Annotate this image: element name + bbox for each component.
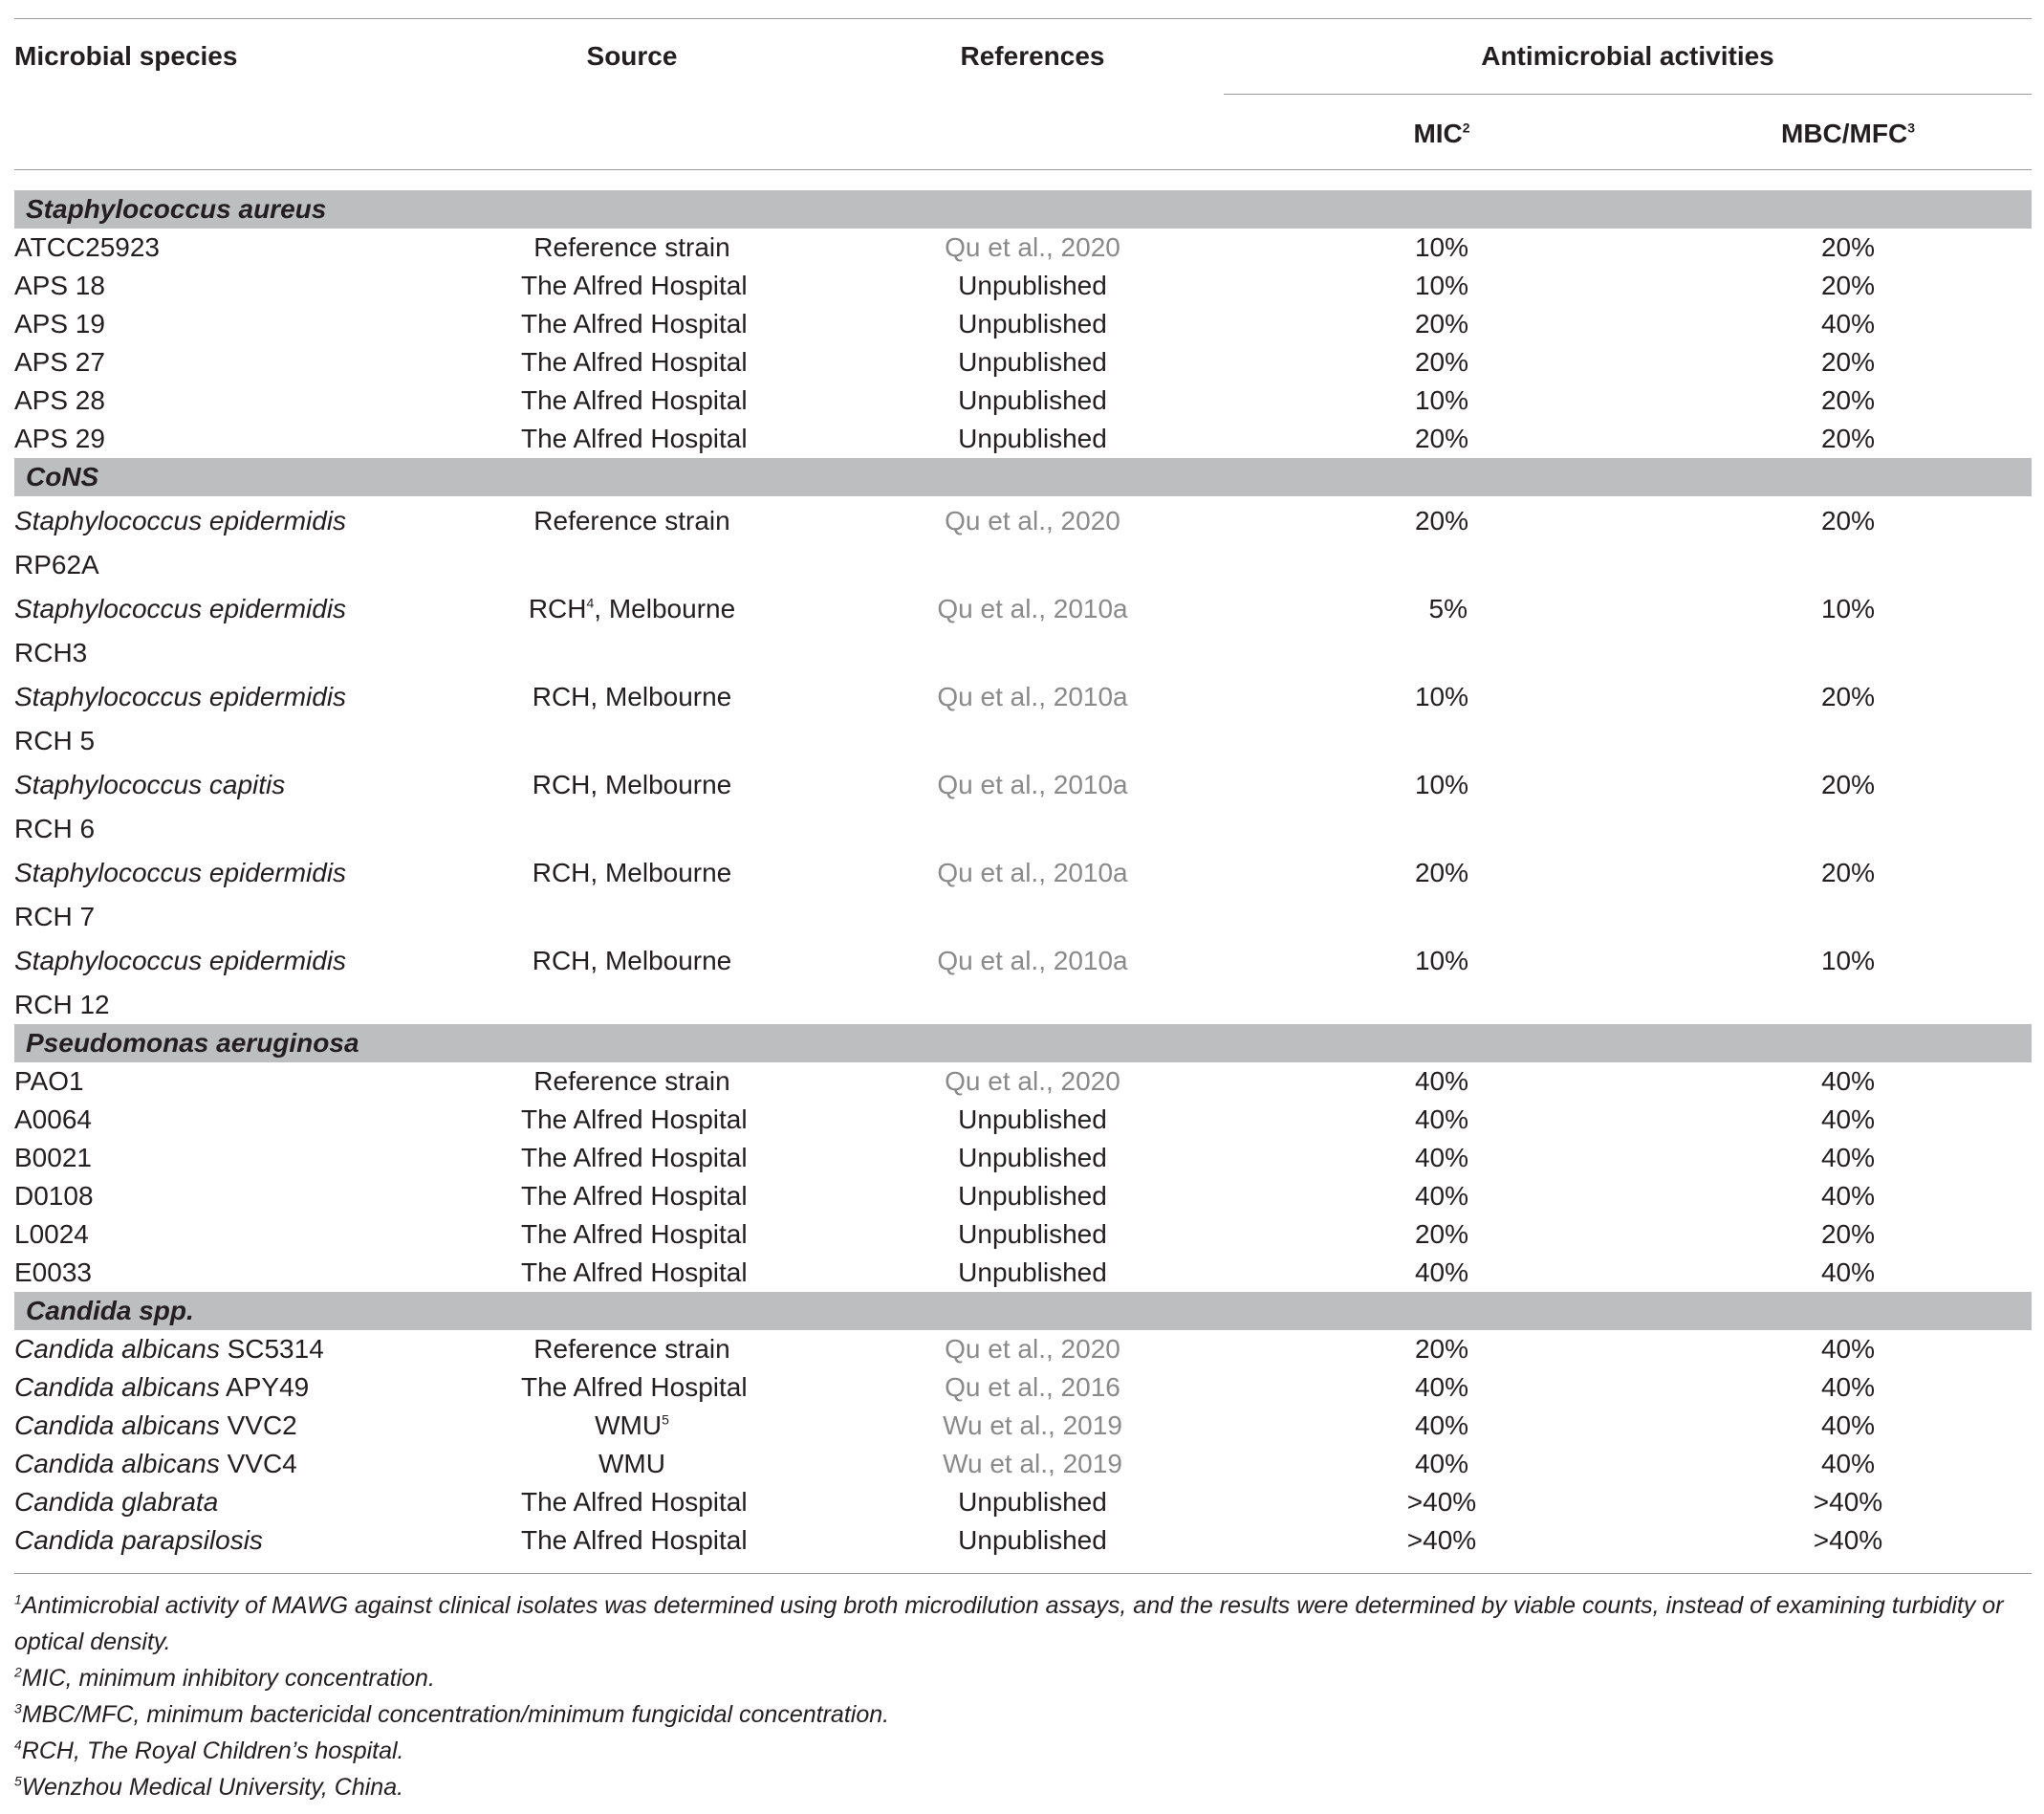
mic-cell: 40% <box>1414 1449 1469 1478</box>
footnote-2: $^2$MIC, minimum inhibitory concentration. <box>14 1664 435 1692</box>
species-cell: B0021 <box>14 1143 92 1172</box>
species-cell: APS 28 <box>14 385 105 415</box>
reference-cell: Unpublished <box>958 385 1107 415</box>
source-cell: The Alfred Hospital <box>521 271 748 300</box>
mic-cell: 20% <box>1414 424 1469 453</box>
table-row-continuation <box>14 986 2032 1024</box>
mic-cell: 10% <box>1414 770 1469 799</box>
mic-cell: >40% <box>1406 1487 1477 1517</box>
mic-cell: 20% <box>1414 347 1469 377</box>
table-row <box>14 1521 2032 1560</box>
reference-cell: Unpublished <box>958 1487 1107 1517</box>
reference-cell: Unpublished <box>958 309 1107 339</box>
source-cell: The Alfred Hospital <box>521 1181 748 1211</box>
reference-cell: Unpublished <box>958 271 1107 300</box>
species-cell: APS 19 <box>14 309 105 339</box>
footnote-4: $^4$RCH, The Royal Children’s hospital. <box>14 1737 404 1764</box>
species-cell: ATCC25923 <box>14 232 161 262</box>
reference-cell: Wu et al., 2019 <box>943 1410 1122 1440</box>
species-cell: Candida glabrata <box>14 1487 219 1517</box>
table-row <box>14 420 2032 458</box>
mbc-cell: 20% <box>1820 682 1876 711</box>
source-cell: The Alfred Hospital <box>521 1372 748 1402</box>
mbc-cell: 40% <box>1820 1257 1876 1287</box>
mic-cell: 10% <box>1414 682 1469 711</box>
mic-cell: 40% <box>1414 1143 1469 1172</box>
species-cell: Staphylococcus epidermidis <box>14 594 347 623</box>
strain-cell: RCH 5 <box>14 726 96 755</box>
mbc-cell: 40% <box>1820 1410 1876 1440</box>
data-table <box>14 190 2032 1560</box>
reference-cell: Qu et al., 2020 <box>945 1066 1120 1096</box>
reference-cell: Wu et al., 2019 <box>943 1449 1122 1478</box>
source-cell: The Alfred Hospital <box>521 1143 748 1172</box>
reference-cell: Unpublished <box>958 424 1107 453</box>
mic-cell: 40% <box>1414 1066 1469 1096</box>
mbc-cell: 10% <box>1820 594 1876 623</box>
species-cell: Candida parapsilosis <box>14 1525 263 1555</box>
group-label: Staphylococcus aureus <box>14 190 2032 229</box>
mbc-cell: 20% <box>1820 1219 1876 1249</box>
reference-cell: Qu et al., 2010a <box>937 858 1128 887</box>
footnote-1: $^1$Antimicrobial activity of MAWG against clinical isolates was determined using broth microdilution assays, and the results were determined by viable counts, instead of examining turbidity or optical density. <box>14 1591 2004 1655</box>
reference-cell: Unpublished <box>958 1525 1107 1555</box>
group-label: Pseudomonas aeruginosa <box>14 1024 2032 1062</box>
mic-cell: 20% <box>1414 506 1469 535</box>
table-row <box>14 1368 2032 1407</box>
strain-cell: RCH3 <box>14 638 88 667</box>
reference-cell: Qu et al., 2010a <box>937 682 1128 711</box>
mbc-cell: 20% <box>1820 271 1876 300</box>
mic-cell: 10% <box>1414 271 1469 300</box>
species-cell: Staphylococcus epidermidis <box>14 506 347 535</box>
mic-cell: 20% <box>1414 858 1469 887</box>
mbc-cell: 20% <box>1820 347 1876 377</box>
table-row <box>14 584 2032 634</box>
table-row <box>14 1483 2032 1521</box>
table-row <box>14 936 2032 986</box>
reference-cell: Qu et al., 2016 <box>945 1372 1120 1402</box>
mbc-cell: 40% <box>1820 1334 1876 1364</box>
source-cell: RCH, Melbourne <box>532 946 732 975</box>
table-row-continuation <box>14 634 2032 672</box>
source-cell: The Alfred Hospital <box>521 1257 748 1287</box>
species-cell: Candida albicans APY49 <box>14 1372 310 1402</box>
reference-cell: Unpublished <box>958 1181 1107 1211</box>
table-bottom-rule <box>14 1573 2032 1574</box>
species-cell: Staphylococcus epidermidis <box>14 682 347 711</box>
table-row <box>14 760 2032 810</box>
header-mbc-mfc: MBC/MFC$^3$ <box>1781 119 1915 148</box>
group-label: CoNS <box>14 458 2032 496</box>
mic-cell: 40% <box>1414 1372 1469 1402</box>
mbc-cell: 20% <box>1820 232 1876 262</box>
footnote-3: $^3$MBC/MFC, minimum bactericidal concentration/minimum fungicidal concentration. <box>14 1700 890 1728</box>
strain-cell: RCH 7 <box>14 902 96 931</box>
mic-cell: 20% <box>1414 1219 1469 1249</box>
mic-cell: 5% <box>1428 594 1468 623</box>
species-cell: Staphylococcus epidermidis <box>14 946 347 975</box>
activities-rule <box>1224 94 2032 95</box>
species-cell: Candida albicans VVC4 <box>14 1449 297 1478</box>
table-row <box>14 672 2032 722</box>
table-row <box>14 1101 2032 1139</box>
mic-cell: 40% <box>1414 1181 1469 1211</box>
source-cell: The Alfred Hospital <box>521 1525 748 1555</box>
mic-cell: 20% <box>1414 1334 1469 1364</box>
table-row <box>14 1177 2032 1215</box>
species-cell: D0108 <box>14 1181 94 1211</box>
table-row <box>14 1445 2032 1483</box>
strain-cell: RCH 12 <box>14 990 110 1019</box>
table-row <box>14 382 2032 420</box>
reference-cell: Qu et al., 2020 <box>945 1334 1120 1364</box>
species-cell: Candida albicans SC5314 <box>14 1334 324 1364</box>
reference-cell: Qu et al., 2020 <box>945 232 1120 262</box>
species-cell: Staphylococcus capitis <box>14 770 286 799</box>
table-row <box>14 848 2032 898</box>
mbc-cell: 20% <box>1820 770 1876 799</box>
table-row <box>14 343 2032 382</box>
source-cell: Reference strain <box>533 232 730 262</box>
species-cell: Staphylococcus epidermidis <box>14 858 347 887</box>
mic-cell: 40% <box>1414 1257 1469 1287</box>
table-row <box>14 496 2032 546</box>
source-cell: RCH, Melbourne <box>532 858 732 887</box>
mbc-cell: 40% <box>1820 309 1876 339</box>
strain-cell: RCH 6 <box>14 814 96 843</box>
header-references: References <box>960 41 1105 71</box>
mic-cell: 10% <box>1414 946 1469 975</box>
source-cell: The Alfred Hospital <box>521 424 748 453</box>
mbc-cell: 40% <box>1820 1104 1876 1134</box>
table-row-continuation <box>14 722 2032 760</box>
group-row <box>14 190 2032 229</box>
table-row <box>14 1407 2032 1445</box>
source-cell: The Alfred Hospital <box>521 1219 748 1249</box>
reference-cell: Qu et al., 2010a <box>937 946 1128 975</box>
source-cell: The Alfred Hospital <box>521 1104 748 1134</box>
mbc-cell: 20% <box>1820 424 1876 453</box>
mbc-cell: 20% <box>1820 506 1876 535</box>
top-rule <box>14 18 2032 19</box>
table-row <box>14 1330 2032 1368</box>
species-cell: PAO1 <box>14 1066 84 1096</box>
header-bottom-rule <box>14 169 2032 170</box>
footnote-5: $^5$Wenzhou Medical University, China. <box>14 1773 404 1801</box>
group-row <box>14 1024 2032 1062</box>
species-cell: L0024 <box>14 1219 89 1249</box>
reference-cell: Qu et al., 2010a <box>937 770 1128 799</box>
table-row-continuation <box>14 546 2032 584</box>
table-row <box>14 1215 2032 1254</box>
group-row <box>14 1292 2032 1330</box>
source-cell: RCH$^4$, Melbourne <box>528 594 736 623</box>
source-cell: The Alfred Hospital <box>521 347 748 377</box>
species-cell: APS 29 <box>14 424 105 453</box>
mic-cell: >40% <box>1406 1525 1477 1555</box>
mbc-cell: >40% <box>1813 1525 1883 1555</box>
mbc-cell: 20% <box>1820 858 1876 887</box>
species-cell: Candida albicans VVC2 <box>14 1410 297 1440</box>
source-cell: WMU <box>598 1449 665 1478</box>
group-row <box>14 458 2032 496</box>
table-row <box>14 1254 2032 1292</box>
table-row <box>14 1139 2032 1177</box>
source-cell: RCH, Melbourne <box>532 770 732 799</box>
reference-cell: Unpublished <box>958 1219 1107 1249</box>
source-cell: Reference strain <box>533 1066 730 1096</box>
source-cell: The Alfred Hospital <box>521 385 748 415</box>
reference-cell: Qu et al., 2020 <box>945 506 1120 535</box>
header-mic: MIC$^2$ <box>1413 119 1470 148</box>
mbc-cell: 40% <box>1820 1181 1876 1211</box>
table-row-continuation <box>14 810 2032 848</box>
header-antimicrobial-activities: Antimicrobial activities <box>1481 41 1774 71</box>
group-label: Candida spp. <box>14 1292 2032 1330</box>
mbc-cell: 40% <box>1820 1066 1876 1096</box>
mic-cell: 10% <box>1414 232 1469 262</box>
footnotes <box>14 1587 2032 1805</box>
table-row <box>14 305 2032 343</box>
source-cell: WMU$^5$ <box>595 1410 669 1440</box>
reference-cell: Unpublished <box>958 1104 1107 1134</box>
source-cell: The Alfred Hospital <box>521 309 748 339</box>
source-cell: Reference strain <box>533 506 730 535</box>
table-row <box>14 229 2032 267</box>
reference-cell: Unpublished <box>958 347 1107 377</box>
table-row <box>14 267 2032 305</box>
strain-cell: RP62A <box>14 550 99 579</box>
species-cell: A0064 <box>14 1104 92 1134</box>
mbc-cell: 10% <box>1820 946 1876 975</box>
table-row <box>14 1062 2032 1101</box>
species-cell: APS 27 <box>14 347 105 377</box>
source-cell: The Alfred Hospital <box>521 1487 748 1517</box>
source-cell: Reference strain <box>533 1334 730 1364</box>
source-cell: RCH, Melbourne <box>532 682 732 711</box>
header-species: Microbial species <box>14 41 238 71</box>
reference-cell: Unpublished <box>958 1257 1107 1287</box>
mbc-cell: 40% <box>1820 1372 1876 1402</box>
table-row-continuation <box>14 898 2032 936</box>
mic-cell: 40% <box>1414 1104 1469 1134</box>
mbc-cell: 40% <box>1820 1449 1876 1478</box>
header-source: Source <box>586 41 678 71</box>
species-cell: APS 18 <box>14 271 105 300</box>
mic-cell: 10% <box>1414 385 1469 415</box>
mic-cell: 20% <box>1414 309 1469 339</box>
mbc-cell: 40% <box>1820 1143 1876 1172</box>
mbc-cell: >40% <box>1813 1487 1883 1517</box>
mbc-cell: 20% <box>1820 385 1876 415</box>
reference-cell: Unpublished <box>958 1143 1107 1172</box>
mic-cell: 40% <box>1414 1410 1469 1440</box>
reference-cell: Qu et al., 2010a <box>937 594 1128 623</box>
species-cell: E0033 <box>14 1257 92 1287</box>
